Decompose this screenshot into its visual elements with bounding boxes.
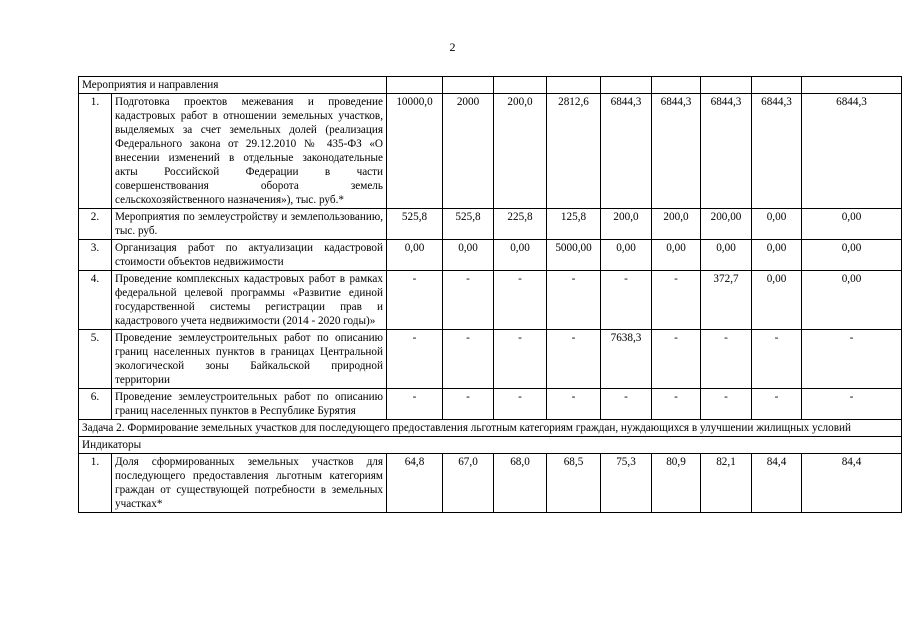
value-cell: - <box>494 271 547 330</box>
program-table <box>78 76 902 513</box>
value-cell: 84,4 <box>752 454 802 513</box>
value-cell: 0,00 <box>701 240 752 271</box>
row-description: Мероприятия по землеустройству и землепользованию, тыс. руб. <box>112 209 387 240</box>
row-number: 2. <box>79 209 112 240</box>
value-cell: - <box>601 389 652 420</box>
section-indicators-label: Индикаторы <box>79 437 902 454</box>
section-row <box>79 77 902 94</box>
empty-cell <box>601 77 652 94</box>
table-row <box>79 330 902 389</box>
row-number: 1. <box>79 94 112 209</box>
value-cell: 68,0 <box>494 454 547 513</box>
value-cell: 0,00 <box>802 240 902 271</box>
row-description: Организация работ по актуализации кадастровой стоимости объектов недвижимости <box>112 240 387 271</box>
empty-cell <box>701 77 752 94</box>
value-cell: - <box>547 389 601 420</box>
row-description: Проведение землеустроительных работ по описанию границ населенных пунктов в границах Центральной экологической зоны Байкальской природной территории <box>112 330 387 389</box>
value-cell: - <box>652 330 701 389</box>
empty-cell <box>752 77 802 94</box>
value-cell: 0,00 <box>802 209 902 240</box>
table-row <box>79 454 902 513</box>
empty-cell <box>494 77 547 94</box>
value-cell: 7638,3 <box>601 330 652 389</box>
value-cell: 80,9 <box>652 454 701 513</box>
value-cell: 200,0 <box>652 209 701 240</box>
value-cell: 6844,3 <box>601 94 652 209</box>
row-description: Доля сформированных земельных участков для последующего предоставления льготным категориям граждан от существующей потребности в земельных участках* <box>112 454 387 513</box>
value-cell: 0,00 <box>601 240 652 271</box>
value-cell: 6844,3 <box>752 94 802 209</box>
value-cell: - <box>802 389 902 420</box>
empty-cell <box>387 77 443 94</box>
value-cell: 6844,3 <box>652 94 701 209</box>
row-description: Проведение комплексных кадастровых работ в рамках федеральной целевой программы «Развитие единой государственной системы регистрации прав и кадастрового учета недвижимости (2014 - 2020 годы)» <box>112 271 387 330</box>
value-cell: 0,00 <box>752 209 802 240</box>
value-cell: - <box>547 330 601 389</box>
value-cell: 200,0 <box>494 94 547 209</box>
value-cell: 200,0 <box>601 209 652 240</box>
value-cell: 525,8 <box>443 209 494 240</box>
row-number: 5. <box>79 330 112 389</box>
value-cell: - <box>802 330 902 389</box>
table-row <box>79 209 902 240</box>
value-cell: 0,00 <box>752 240 802 271</box>
value-cell: 68,5 <box>547 454 601 513</box>
value-cell: 0,00 <box>494 240 547 271</box>
value-cell: - <box>601 271 652 330</box>
value-cell: - <box>652 271 701 330</box>
section-row <box>79 437 902 454</box>
value-cell: 10000,0 <box>387 94 443 209</box>
table-row <box>79 240 902 271</box>
value-cell: 0,00 <box>652 240 701 271</box>
value-cell: 6844,3 <box>802 94 902 209</box>
task-2-heading: Задача 2. Формирование земельных участков для последующего предоставления льготным категориям граждан, нуждающихся в улучшении жилищных условий <box>79 420 902 437</box>
empty-cell <box>802 77 902 94</box>
row-number: 3. <box>79 240 112 271</box>
row-number: 1. <box>79 454 112 513</box>
page-number: 2 <box>449 40 456 54</box>
value-cell: - <box>387 330 443 389</box>
table-row <box>79 271 902 330</box>
task-row <box>79 420 902 437</box>
value-cell: 82,1 <box>701 454 752 513</box>
row-description: Проведение землеустроительных работ по описанию границ населенных пунктов в Республике Бурятия <box>112 389 387 420</box>
section-measures-label: Мероприятия и направления <box>79 77 387 94</box>
value-cell: - <box>443 389 494 420</box>
value-cell: 67,0 <box>443 454 494 513</box>
value-cell: 5000,00 <box>547 240 601 271</box>
value-cell: 2000 <box>443 94 494 209</box>
value-cell: - <box>387 389 443 420</box>
table-body <box>79 77 902 513</box>
value-cell: - <box>387 271 443 330</box>
value-cell: 0,00 <box>443 240 494 271</box>
value-cell: 125,8 <box>547 209 601 240</box>
value-cell: 2812,6 <box>547 94 601 209</box>
value-cell: 0,00 <box>802 271 902 330</box>
value-cell: 225,8 <box>494 209 547 240</box>
value-cell: 200,00 <box>701 209 752 240</box>
value-cell: - <box>443 271 494 330</box>
value-cell: - <box>494 389 547 420</box>
value-cell: - <box>547 271 601 330</box>
value-cell: 525,8 <box>387 209 443 240</box>
value-cell: - <box>701 330 752 389</box>
row-description: Подготовка проектов межевания и проведение кадастровых работ в отношении земельных участков, выделяемых за счет земельных долей (реализация Федерального закона от 29.12.2010 № 435-ФЗ «О внесении изменений в отдельные законодательные акты Российской Федерации в части совершенствования оборота земель сельскохозяйственного назначения»), тыс. руб.* <box>112 94 387 209</box>
value-cell: 0,00 <box>752 271 802 330</box>
value-cell: - <box>494 330 547 389</box>
value-cell: - <box>443 330 494 389</box>
value-cell: 0,00 <box>387 240 443 271</box>
value-cell: - <box>701 389 752 420</box>
row-number: 4. <box>79 271 112 330</box>
value-cell: - <box>752 330 802 389</box>
value-cell: 6844,3 <box>701 94 752 209</box>
value-cell: - <box>652 389 701 420</box>
value-cell: 84,4 <box>802 454 902 513</box>
table-row <box>79 94 902 209</box>
value-cell: - <box>752 389 802 420</box>
empty-cell <box>652 77 701 94</box>
table-row <box>79 389 902 420</box>
row-number: 6. <box>79 389 112 420</box>
value-cell: 372,7 <box>701 271 752 330</box>
empty-cell <box>443 77 494 94</box>
empty-cell <box>547 77 601 94</box>
value-cell: 75,3 <box>601 454 652 513</box>
value-cell: 64,8 <box>387 454 443 513</box>
